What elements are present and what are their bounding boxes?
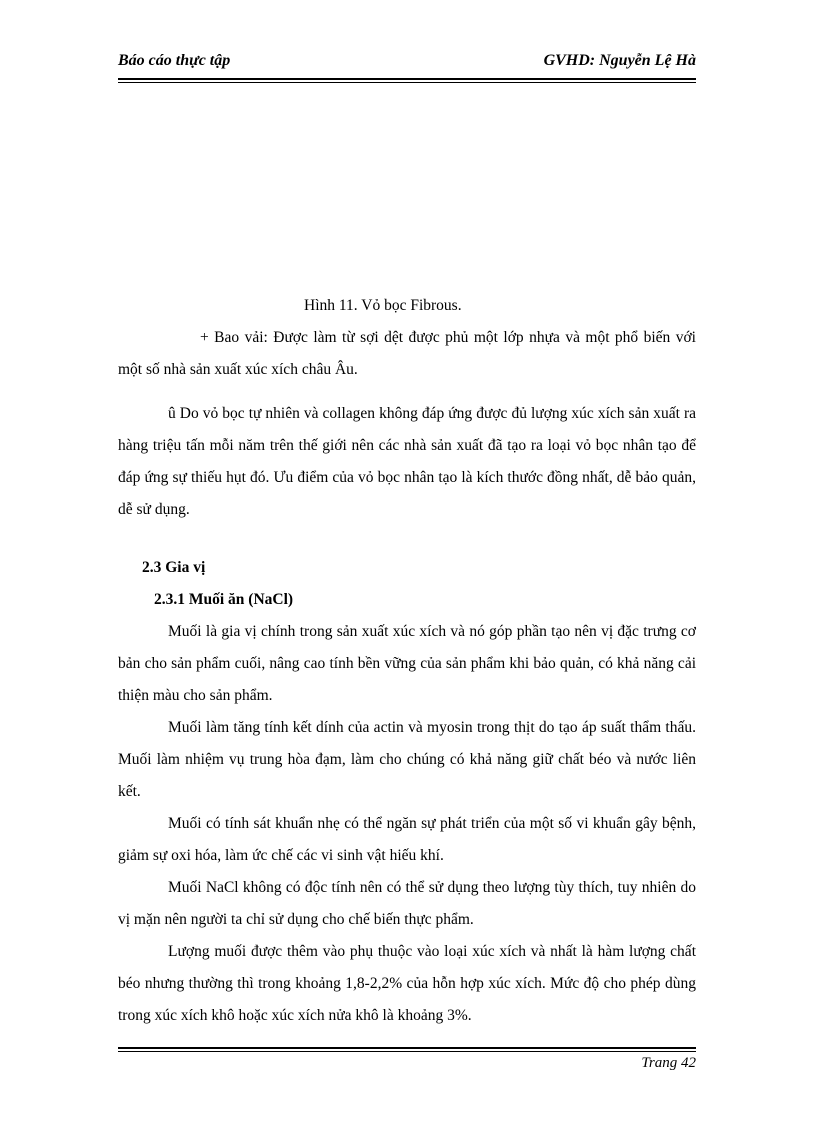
footer-divider-thin [118, 1051, 696, 1052]
section-heading: 2.3 Gia vị [142, 559, 206, 576]
page-header [118, 52, 696, 76]
header-report-title: Báo cáo thực tập [118, 52, 231, 69]
page-number: Trang 42 [641, 1055, 696, 1071]
subsection-heading: 2.3.1 Muối ăn (NaCl) [154, 591, 294, 608]
figure-caption: Hình 11. Vỏ bọc Fibrous. [304, 297, 462, 314]
body-paragraph: Lượng muối được thêm vào phụ thuộc vào loại xúc xích và nhất là hàm lượng chất béo nhưng thường thì trong khoảng 1,8-2,2% của hỗn hợp xúc xích. Mức độ cho phép dùng trong xúc xích khô hoặc xúc xích nửa khô là khoảng 3%. [118, 943, 696, 1024]
footer-divider [118, 1047, 696, 1049]
body-paragraph: Muối NaCl không có độc tính nên có thể sử dụng theo lượng tùy thích, tuy nhiên do vị mặn nên người ta chỉ sử dụng cho chế biến thực phẩm. [118, 879, 696, 928]
page-content [118, 290, 696, 1032]
paragraph-bao-vai: + Bao vải: Được làm từ sợi dệt được phủ một lớp nhựa và một phổ biến với một số nhà sản xuất xúc xích châu Âu. [118, 329, 696, 378]
paragraph-conclusion: û Do vỏ bọc tự nhiên và collagen không đáp ứng được đủ lượng xúc xích sản xuất ra hàng triệu tấn mỗi năm trên thế giới nên các nhà sản xuất đã tạo ra loại vỏ bọc nhân tạo để đáp ứng sự thiếu hụt đó. Ưu điểm của vỏ bọc nhân tạo là kích thước đồng nhất, dễ bảo quản, dễ sử dụng. [118, 405, 696, 518]
header-supervisor: GVHD: Nguyễn Lệ Hà [543, 52, 696, 69]
header-divider [118, 78, 696, 80]
header-divider-thin [118, 82, 696, 83]
body-paragraph: Muối làm tăng tính kết dính của actin và myosin trong thịt do tạo áp suất thẩm thấu. Muối làm nhiệm vụ trung hòa đạm, làm cho chúng có khả năng giữ chất béo và nước liên kết. [118, 719, 696, 800]
body-paragraph: Muối là gia vị chính trong sản xuất xúc xích và nó góp phần tạo nên vị đặc trưng cơ bản cho sản phẩm cuối, nâng cao tính bền vững của sản phẩm khi bảo quản, có khả năng cải thiện màu cho sản phẩm. [118, 623, 696, 704]
body-paragraph: Muối có tính sát khuẩn nhẹ có thể ngăn sự phát triển của một số vi khuẩn gây bệnh, giảm sự oxi hóa, làm ức chế các vi sinh vật hiếu khí. [118, 815, 696, 864]
